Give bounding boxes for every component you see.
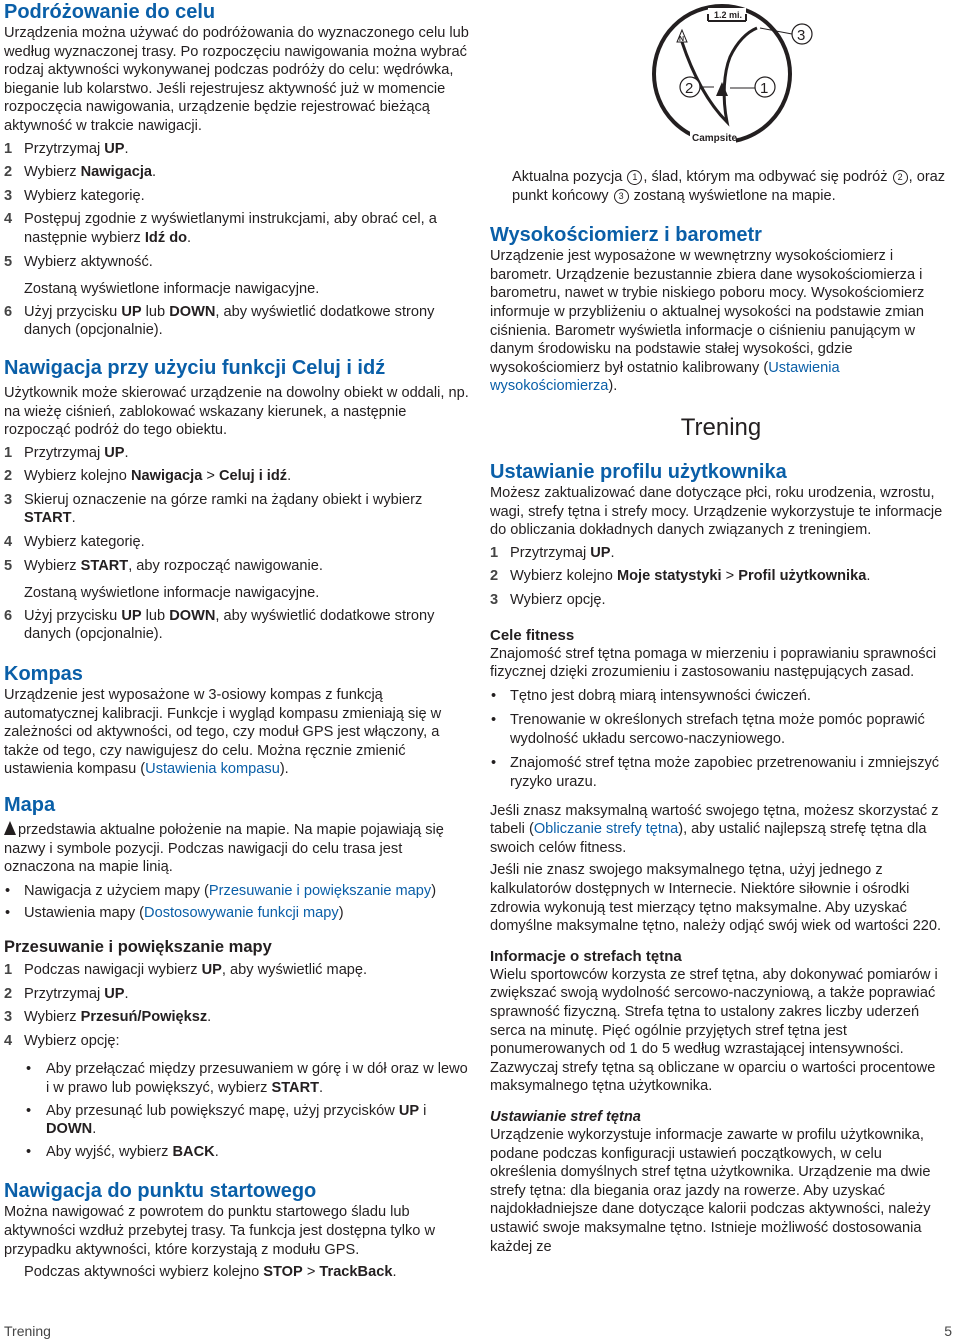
step-bold: Idź do: [144, 229, 188, 246]
step-bold: UP: [201, 961, 222, 978]
map-bullet: [4, 904, 469, 923]
left-column: [4, 0, 469, 1282]
step-text: .: [187, 229, 192, 246]
step-text: .: [207, 1009, 212, 1026]
bullet-bold: DOWN: [46, 1121, 93, 1138]
bullet-text: Aby przesunąć lub powiększyć mapę, użyj przycisków: [46, 1102, 399, 1119]
map-illustration: [652, 2, 832, 152]
step-text: Przytrzymaj: [24, 985, 105, 1002]
travel-step: [4, 253, 469, 272]
north-label: N: [679, 36, 685, 43]
pan-zoom-step: [4, 985, 469, 1004]
pan-zoom-step: [4, 1032, 469, 1051]
step-bold: START: [80, 557, 129, 574]
fitness-bullet: • Trenowanie w określonych strefach tętna może pomóc poprawić wydolność układu sercowo-naczyniowego.: [490, 711, 952, 748]
step-number: 1: [490, 544, 499, 561]
watch-face: [654, 6, 790, 142]
step-number: 1: [4, 444, 13, 461]
section-title-altimeter: Wysokościomierz i barometr: [490, 224, 762, 247]
page-number: 5: [944, 1323, 952, 1339]
step-text: Wybierz kategorię.: [24, 187, 145, 204]
step-text: Skieruj oznaczenie na górze ramki na żądany obiekt i wybierz: [24, 491, 423, 508]
step-number: 5: [4, 557, 13, 574]
pan-zoom-bullets: [4, 1060, 469, 1161]
map-bullet: [4, 882, 469, 901]
section-title-sight-n-go: Nawigacja przy użyciu funkcji Celuj i idź: [4, 356, 386, 379]
step-bold: UP: [104, 444, 125, 461]
sight-n-go-step: [4, 557, 469, 576]
step-number: 2: [4, 164, 13, 181]
pan-zoom-step: [4, 1008, 469, 1027]
bullet-text: Aby wyjść, wybierz: [46, 1143, 173, 1160]
step-text: .: [124, 444, 129, 461]
step-bold: Profil użytkownika: [738, 568, 867, 585]
pan-zoom-steps: [4, 961, 469, 1050]
bullet-text: .: [214, 1143, 219, 1160]
section-title-set-hr-zones: Ustawianie stref tętna: [490, 1108, 641, 1125]
bullet-text: Nawigacja z użyciem mapy (: [24, 882, 209, 899]
caption-callout-2: 2: [893, 170, 908, 185]
step-text: Wybierz kolejno: [510, 568, 617, 585]
hr-zone-calc-link[interactable]: Obliczanie strefy tętna: [533, 821, 679, 838]
bullet-text: Ustawienia mapy (: [24, 905, 145, 922]
scale-label: 1.2 mi.: [714, 10, 743, 20]
sight-n-go-step: [4, 533, 469, 552]
user-profile-text: Możesz zaktualizować dane dotyczące płci, roku urodzenia, wzrostu, wagi, strefy tętna i strefy mocy. Urządzenie wykorzystuje te informacje do obliczania dokładnych danych związanych z treningiem.: [490, 484, 943, 539]
sight-n-go-intro: Użytkownik może skierować urządzenie na dowolny obiekt w oddali, np. na wieżę ciśnień, zablokować wskazany kierunek, a następnie rozpocząć podróż do tego obiektu.: [4, 384, 469, 439]
step-text: .: [610, 544, 615, 561]
fitness-goals-bullets: [490, 687, 952, 792]
section-title-pan-zoom: Przesuwanie i powiększanie mapy: [4, 937, 272, 956]
step-bold: UP: [104, 985, 125, 1002]
step-bold: UP: [104, 140, 125, 157]
sight-n-go-step: [4, 444, 469, 463]
step-number: 2: [490, 568, 499, 585]
map-text: przedstawia aktualne położenie na mapie. Na mapie pojawiają się nazwy i symbole pozycji. Podczas nawigacji do celu trasa jest oznaczona na mapie linią.: [4, 822, 444, 876]
sight-n-go-step: [4, 491, 469, 528]
caption-callout-1: 1: [627, 170, 642, 185]
travel-step-6: 6 Użyj przycisku UP lub DOWN, aby wyświetlić dodatkowe strony danych (opcjonalnie).: [4, 303, 435, 339]
step-text: , aby wyświetlić mapę.: [221, 961, 368, 978]
step-number: 4: [4, 211, 13, 228]
step-number: 5: [4, 253, 13, 270]
travel-intro: Urządzenia można używać do podróżowania do wyznaczonego celu lub według wyznaczonej trasy. Po rozpoczęciu nawigowania można wybrać rodzaj aktywności wykonywanej podczas podróży do celu: wędrówka, bieganie lub kolarstwo. Jeśli rejestrujesz aktywność już w momencie rozpoczęcia nawigowania, urządzenie będzie rejestrować bieżącą aktywność w trakcie nawigacji.: [4, 25, 469, 134]
step-text: .: [124, 985, 129, 1002]
fitness-goals-p3: Jeśli nie znasz swojego maksymalnego tętna, użyj jednego z kalkulatorów dostępnych w Internecie. Niektóre siłownie i ośrodki zdrowia wykonują test mierzący tętno maksymalne. Aby uzyskać domyślne maksymalne tętno, należy odjąć swój wiek od wartości 220.: [490, 862, 941, 935]
step-text: Wybierz opcję:: [24, 1032, 120, 1049]
map-figure: [652, 2, 832, 152]
step-text: >: [202, 468, 219, 485]
pan-zoom-option: [4, 1060, 469, 1097]
step-number: 4: [4, 534, 13, 551]
step-number: 2: [4, 468, 13, 485]
pan-zoom-option: [4, 1143, 469, 1162]
step-number: 3: [490, 591, 499, 608]
fitness-goals-p2: Jeśli znasz maksymalną wartość swojego tętna, możesz skorzystać z tabeli (Obliczanie strefy tętna), aby ustalić najlepszą strefę tętna dla swoich celów fitness.: [490, 802, 939, 856]
step-number: 1: [4, 961, 13, 978]
step-text: , aby rozpocząć nawigowanie.: [128, 557, 323, 574]
step-number: 4: [4, 1032, 13, 1049]
travel-note: Zostaną wyświetlone informacje nawigacyjne.: [24, 281, 320, 298]
step-text: .: [287, 468, 292, 485]
section-title-fitness-goals: Cele fitness: [490, 626, 575, 644]
step-bold: Nawigacja: [130, 468, 203, 485]
bullet-text: .: [319, 1079, 324, 1096]
map-caption: Aktualna pozycja 1 , ślad, którym ma odbywać się podróż 2 , oraz punkt końcowy 3 zostaną wyświetlone na mapie.: [512, 169, 946, 204]
step-text: >: [721, 568, 739, 585]
user-profile-step: [490, 567, 952, 586]
step-text: Wybierz aktywność.: [24, 253, 153, 270]
step-text: Wybierz: [24, 1009, 81, 1026]
section-title-hr-zones-info: Informacje o strefach tętna: [490, 947, 682, 965]
compass-settings-link[interactable]: Ustawienia kompasu: [145, 761, 280, 778]
step-text: Przytrzymaj: [510, 544, 591, 561]
campsite-label: Campsite: [692, 133, 738, 144]
section-title-travel: Podróżowanie do celu: [4, 1, 216, 23]
sight-n-go-step: [4, 467, 469, 486]
travel-step: [4, 140, 469, 159]
sight-n-go-steps: [4, 444, 469, 576]
step-text: Wybierz opcję.: [510, 591, 606, 608]
user-profile-steps: [490, 544, 952, 610]
bullet-bold: UP: [398, 1102, 420, 1119]
fitness-bullet: • Znajomość stref tętna może zapobiec przetrenowaniu i zmniejszyć ryzyko urazu.: [490, 754, 952, 791]
caption-callout-3: 3: [614, 189, 629, 204]
bullet-text: .: [92, 1121, 97, 1138]
bullet-text: ): [431, 882, 437, 899]
user-profile-step: [490, 591, 952, 610]
step-number: 3: [4, 491, 13, 508]
step-text: Wybierz kolejno: [24, 468, 131, 485]
step-text: Wybierz kategorię.: [24, 534, 145, 551]
step-text: Wybierz: [24, 557, 81, 574]
step-text: Podczas nawigacji wybierz: [24, 961, 202, 978]
compass-text: Urządzenie jest wyposażone w 3-osiowy kompas z funkcją automatycznej kalibracji. Funkcje i wygląd kompasu zmieniają się w zależności od aktywności, od tego, czy moduł GPS jest włączony, a także od tego, czy nawigujesz do celu. Można ręcznie zmienić ustawienia kompasu (Ustawienia kompasu).: [4, 687, 442, 778]
right-column: [490, 168, 952, 1256]
callout-1-label: 1: [760, 80, 769, 97]
travel-step: [4, 210, 469, 247]
pan-zoom-step: [4, 961, 469, 980]
travel-step: [4, 163, 469, 182]
step-text: Postępuj zgodnie z wyświetlanymi instrukcjami, aby obrać cel, a następnie wybierz: [24, 211, 437, 246]
step-bold: Celuj i idź: [218, 468, 288, 485]
section-title-compass: Kompas: [4, 663, 83, 686]
step-text: .: [71, 510, 76, 527]
step-number: 3: [4, 187, 13, 204]
map-link[interactable]: Dostosowywanie funkcji mapy: [144, 905, 339, 922]
hr-zones-info-text: Wielu sportowców korzysta ze stref tętna, aby dokonywać pomiarów i zwiększać swoją wydolność sercowo-naczyniową, a także poprawiać sprawność fizyczną. Strefa tętna to ustalony zakres liczby uderzeń serca na minutę. Pięć ogólnie przyjętych stref tętna jest ponumerowanych od 1 do 5 według wzrastającej intensywności. Zazwyczaj strefy tętna są obliczane w oparciu o wartości procentowe maksymalnego tętna użytkownika.: [490, 966, 938, 1095]
step-number: 3: [4, 1009, 13, 1026]
fitness-bullet: • Tętno jest dobrą miarą intensywności ćwiczeń.: [490, 687, 952, 706]
step-bold: Moje statystyki: [616, 568, 722, 585]
step-text: Wybierz: [24, 164, 81, 181]
back-to-start-text: Można nawigować z powrotem do punktu startowego śladu lub aktywności wzdłuż przebytej trasy. Ta funkcja jest dostępna tylko w przypadku aktywności, które korzystają z modułu GPS.: [4, 1204, 435, 1258]
map-link[interactable]: Przesuwanie i powiększanie mapy: [208, 882, 432, 899]
bullet-bold: BACK: [172, 1143, 215, 1160]
step-bold: Przesuń/Powiększ: [80, 1009, 208, 1026]
section-title-user-profile: Ustawianie profilu użytkownika: [490, 460, 787, 483]
position-arrow-icon: [4, 821, 16, 835]
fitness-goals-text: Znajomość stref tętna pomaga w mierzeniu i poprawianiu sprawności fizycznej dzięki zrozumieniu i zastosowaniu następujących zasad.: [490, 645, 937, 681]
pan-zoom-option: [4, 1102, 469, 1139]
map-bullets: [4, 882, 469, 923]
step-text: .: [152, 164, 157, 181]
bullet-text: Aby przełączać między przesuwaniem w górę i w dół oraz w lewo i w prawo lub powiększyć, wybierz: [46, 1061, 468, 1096]
bullet-text: ): [338, 905, 344, 922]
user-profile-step: [490, 544, 952, 563]
step-text: Przytrzymaj: [24, 140, 105, 157]
footer-chapter: Trening: [4, 1323, 51, 1339]
step-bold: UP: [590, 544, 611, 561]
travel-steps: [4, 140, 469, 272]
bullet-text: i: [419, 1102, 427, 1119]
section-title-back-to-start: Nawigacja do punktu startowego: [4, 1180, 317, 1203]
altimeter-settings-link[interactable]: Ustawienia wysokościomierza: [490, 359, 840, 395]
back-to-start-step: Podczas aktywności wybierz kolejno STOP > TrackBack.: [24, 1264, 397, 1281]
step-text: .: [124, 140, 129, 157]
chapter-title-training: Trening: [680, 413, 762, 441]
step-bold: Nawigacja: [80, 164, 153, 181]
travel-step: [4, 187, 469, 206]
step-number: 2: [4, 985, 13, 1002]
callout-3-label: 3: [797, 27, 806, 44]
sight-n-go-note: Zostaną wyświetlone informacje nawigacyjne.: [24, 585, 320, 602]
step-number: 1: [4, 140, 13, 157]
callout-2-label: 2: [685, 80, 694, 97]
altimeter-text: Urządzenie jest wyposażone w wewnętrzny wysokościomierz i barometr. Urządzenie bezustannie zbiera dane wysokościomierza i barometru, nawet w trybie niskiego poboru mocy. Wysokościomierz informuje w przybliżeniu o aktualnej wysokości na podstawie zmian ciśnienia. Barometr wyświetla informacje o ciśnieniu panującym w danym środowisku na podstawie stałej wysokości, gdzie wysokościomierz był ostatnio kalibrowany (Ustawienia wysokościomierza).: [490, 248, 925, 395]
step-text: Przytrzymaj: [24, 444, 105, 461]
step-bold: START: [24, 510, 72, 527]
bullet-bold: START: [271, 1079, 320, 1096]
step-text: .: [866, 568, 871, 585]
section-title-map: Mapa: [4, 794, 56, 816]
set-hr-zones-text: Urządzenie wykorzystuje informacje zawarte w profilu użytkownika, podane podczas konfiguracji ustawień początkowych, w celu określenia domyślnych stref tętna użytkownika. Urządzenie ma dwie strefy tętna: dla biegania oraz jazdy na rowerze. Aby uzyskać najdokładniejsze dane dotyczące kalorii podczas aktywności, należy ustawić swoje maksymalne tętno. Istnieje możliwość dostosowania każdej ze: [490, 1126, 931, 1255]
sight-n-go-step-6: 6 Użyj przycisku UP lub DOWN, aby wyświetlić dodatkowe strony danych (opcjonalnie).: [4, 607, 435, 643]
